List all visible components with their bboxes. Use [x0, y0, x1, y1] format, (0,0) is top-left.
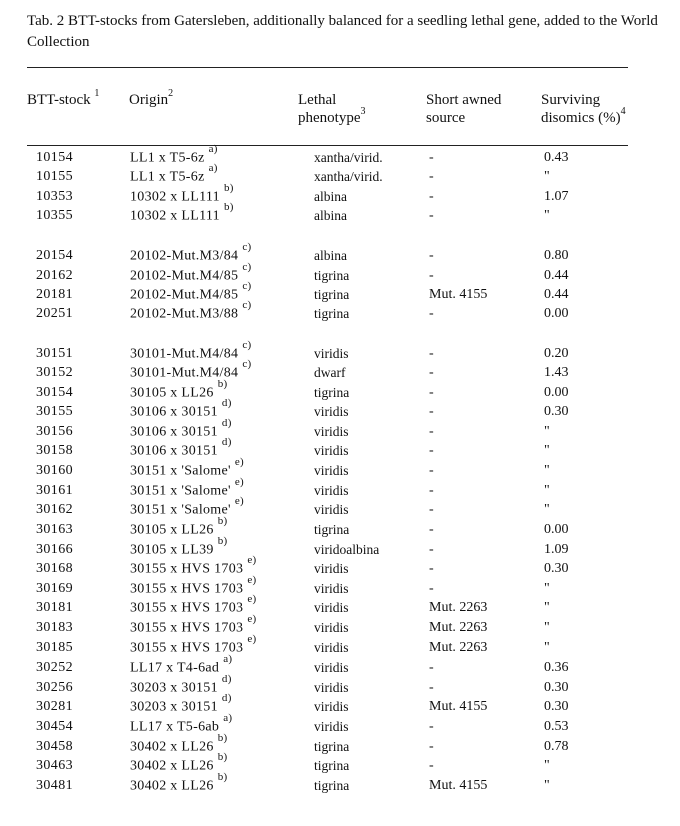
cell-btt-stock: 30168 — [36, 561, 73, 576]
cell-origin-text: LL1 x T5-6z — [130, 169, 205, 185]
cell-origin-text: 20102-Mut.M4/85 — [130, 287, 239, 303]
cell-origin-text: 20102-Mut.M3/88 — [130, 306, 239, 322]
table-row — [0, 358, 680, 382]
cell-short-awned-source: - — [429, 463, 434, 478]
cell-short-awned-source: - — [429, 660, 434, 675]
cell-origin — [130, 574, 257, 599]
cell-surviving-disomics: " — [544, 483, 550, 498]
cell-surviving-disomics: 0.20 — [544, 346, 569, 361]
cell-surviving-disomics: 0.30 — [544, 680, 569, 695]
table-row — [0, 732, 680, 756]
header-lethal-line2: phenotype — [298, 110, 361, 126]
cell-short-awned-source: - — [429, 502, 434, 517]
cell-origin-note: e) — [234, 476, 244, 488]
cell-surviving-disomics: " — [544, 424, 550, 439]
cell-lethal-phenotype: viridis — [314, 699, 349, 714]
table-row — [0, 712, 680, 736]
cell-lethal-phenotype: dwarf — [314, 365, 346, 380]
cell-origin — [130, 162, 218, 187]
cell-origin-note: d) — [221, 692, 232, 704]
cell-short-awned-source: Mut. 4155 — [429, 778, 488, 793]
cell-origin — [130, 653, 233, 678]
cell-surviving-disomics: 0.78 — [544, 739, 569, 754]
cell-origin-text: LL17 x T4-6ad — [130, 660, 220, 676]
cell-origin-note: c) — [242, 241, 252, 253]
table-row — [0, 201, 680, 225]
cell-surviving-disomics: 0.00 — [544, 385, 569, 400]
cell-surviving-disomics: " — [544, 640, 550, 655]
cell-short-awned-source: - — [429, 169, 434, 184]
cell-btt-stock: 20181 — [36, 287, 73, 302]
cell-surviving-disomics: " — [544, 443, 550, 458]
cell-lethal-phenotype: viridis — [314, 346, 349, 361]
cell-surviving-disomics: 0.53 — [544, 719, 569, 734]
table-row — [0, 692, 680, 716]
cell-lethal-phenotype: tigrina — [314, 778, 350, 793]
header-awn-line1: Short awned — [426, 92, 502, 108]
cell-lethal-phenotype: viridis — [314, 719, 349, 734]
cell-lethal-phenotype: tigrina — [314, 385, 350, 400]
cell-origin-note: b) — [217, 515, 228, 527]
cell-lethal-phenotype: tigrina — [314, 306, 350, 321]
cell-surviving-disomics: 0.80 — [544, 248, 569, 263]
cell-origin — [130, 535, 228, 560]
cell-btt-stock: 30163 — [36, 522, 73, 537]
cell-origin-text: LL1 x T5-6z — [130, 150, 205, 166]
cell-origin — [130, 476, 244, 501]
cell-btt-stock: 30162 — [36, 502, 73, 517]
cell-origin-text: 30106 x 30151 — [130, 404, 218, 420]
cell-surviving-disomics: " — [544, 169, 550, 184]
cell-short-awned-source: - — [429, 739, 434, 754]
cell-origin — [130, 732, 228, 757]
cell-btt-stock: 30481 — [36, 778, 73, 793]
cell-short-awned-source: - — [429, 424, 434, 439]
cell-surviving-disomics: 0.36 — [544, 660, 569, 675]
table-row — [0, 554, 680, 578]
cell-surviving-disomics: 0.44 — [544, 268, 569, 283]
cell-surviving-disomics: " — [544, 620, 550, 635]
cell-short-awned-source: Mut. 4155 — [429, 699, 488, 714]
cell-btt-stock: 30252 — [36, 660, 73, 675]
cell-btt-stock: 10154 — [36, 150, 73, 165]
cell-origin-note: a) — [208, 162, 218, 174]
cell-lethal-phenotype: viridis — [314, 581, 349, 596]
cell-origin-note: b) — [223, 182, 234, 194]
cell-short-awned-source: - — [429, 443, 434, 458]
cell-lethal-phenotype: viridis — [314, 502, 349, 517]
cell-origin — [130, 692, 232, 717]
table-row — [0, 143, 680, 167]
cell-origin — [130, 593, 257, 618]
cell-origin — [130, 771, 228, 796]
table-row — [0, 162, 680, 186]
cell-short-awned-source: - — [429, 542, 434, 557]
cell-lethal-phenotype: viridis — [314, 660, 349, 675]
cell-btt-stock: 20162 — [36, 268, 73, 283]
cell-short-awned-source: - — [429, 150, 434, 165]
cell-origin-text: 20102-Mut.M3/84 — [130, 248, 239, 264]
cell-lethal-phenotype: viridis — [314, 483, 349, 498]
header-surv-line1: Surviving — [541, 92, 601, 108]
cell-surviving-disomics: " — [544, 502, 550, 517]
cell-lethal-phenotype: tigrina — [314, 522, 350, 537]
cell-surviving-disomics: 0.00 — [544, 306, 569, 321]
cell-origin-text: 30155 x HVS 1703 — [130, 620, 244, 636]
cell-surviving-disomics: " — [544, 600, 550, 615]
cell-origin-note: e) — [234, 495, 244, 507]
cell-surviving-disomics: 1.09 — [544, 542, 569, 557]
cell-short-awned-source: - — [429, 306, 434, 321]
cell-short-awned-source: - — [429, 365, 434, 380]
cell-origin-note: d) — [221, 673, 232, 685]
cell-surviving-disomics: 0.44 — [544, 287, 569, 302]
cell-btt-stock: 30154 — [36, 385, 73, 400]
cell-origin-text: 30101-Mut.M4/84 — [130, 346, 239, 362]
cell-origin — [130, 397, 232, 422]
cell-origin-text: 10302 x LL111 — [130, 189, 220, 205]
cell-short-awned-source: - — [429, 561, 434, 576]
cell-origin-text: 30402 x LL26 — [130, 758, 214, 774]
cell-origin-note: e) — [247, 554, 257, 566]
header-surv-line2: disomics (%) — [541, 110, 621, 126]
cell-btt-stock: 30151 — [36, 346, 73, 361]
cell-origin — [130, 633, 257, 658]
cell-lethal-phenotype: viridis — [314, 561, 349, 576]
cell-origin — [130, 613, 257, 638]
cell-origin-text: 20102-Mut.M4/85 — [130, 268, 239, 284]
cell-lethal-phenotype: xantha/virid. — [314, 169, 383, 184]
cell-origin-note: a) — [208, 143, 218, 155]
table-row — [0, 436, 680, 460]
cell-origin — [130, 554, 257, 579]
cell-btt-stock: 30183 — [36, 620, 73, 635]
table-row — [0, 476, 680, 500]
cell-origin-note: e) — [247, 593, 257, 605]
cell-short-awned-source: Mut. 2263 — [429, 600, 488, 615]
cell-btt-stock: 20154 — [36, 248, 73, 263]
cell-origin-text: 30402 x LL26 — [130, 778, 214, 794]
cell-surviving-disomics: 0.30 — [544, 699, 569, 714]
cell-btt-stock: 30152 — [36, 365, 73, 380]
cell-lethal-phenotype: viridoalbina — [314, 542, 380, 557]
table-row — [0, 182, 680, 206]
cell-origin-text: 10302 x LL111 — [130, 208, 220, 224]
cell-btt-stock: 10155 — [36, 169, 73, 184]
cell-origin-text: 30105 x LL26 — [130, 385, 214, 401]
table-row — [0, 771, 680, 795]
table-row — [0, 673, 680, 697]
cell-short-awned-source: - — [429, 483, 434, 498]
cell-surviving-disomics: 0.43 — [544, 150, 569, 165]
cell-origin-text: 30203 x 30151 — [130, 680, 218, 696]
table-row — [0, 456, 680, 480]
cell-surviving-disomics: 0.00 — [544, 522, 569, 537]
table-row — [0, 515, 680, 539]
cell-surviving-disomics: " — [544, 463, 550, 478]
cell-origin-note: a) — [223, 712, 233, 724]
table-row — [0, 299, 680, 323]
cell-short-awned-source: - — [429, 581, 434, 596]
cell-short-awned-source: - — [429, 268, 434, 283]
cell-lethal-phenotype: albina — [314, 248, 347, 263]
cell-surviving-disomics: 0.30 — [544, 404, 569, 419]
table-row — [0, 495, 680, 519]
cell-origin — [130, 143, 218, 168]
table-caption: Tab. 2 BTT-stocks from Gatersleben, additionally balanced for a seedling lethal gene, added to the World Collection — [27, 13, 658, 50]
table-row — [0, 593, 680, 617]
cell-surviving-disomics: 0.30 — [544, 561, 569, 576]
cell-btt-stock: 10353 — [36, 189, 73, 204]
cell-origin-text: 30105 x LL39 — [130, 542, 214, 558]
cell-origin-note: c) — [242, 358, 252, 370]
cell-btt-stock: 20251 — [36, 306, 73, 321]
cell-origin-text: 30105 x LL26 — [130, 522, 214, 538]
cell-origin — [130, 280, 252, 305]
cell-lethal-phenotype: viridis — [314, 640, 349, 655]
cell-btt-stock: 30156 — [36, 424, 73, 439]
cell-btt-stock: 30256 — [36, 680, 73, 695]
cell-short-awned-source: - — [429, 522, 434, 537]
cell-origin — [130, 339, 252, 364]
cell-origin — [130, 417, 232, 442]
cell-origin — [130, 712, 233, 737]
table-row — [0, 241, 680, 265]
header-awn-line2: source — [426, 110, 466, 126]
table-row — [0, 751, 680, 775]
cell-origin-text: LL17 x T5-6ab — [130, 719, 220, 735]
cell-origin-note: e) — [247, 613, 257, 625]
cell-origin-text: 30155 x HVS 1703 — [130, 600, 244, 616]
cell-origin-note: e) — [247, 574, 257, 586]
cell-lethal-phenotype: albina — [314, 189, 347, 204]
cell-origin-note: b) — [217, 378, 228, 390]
cell-btt-stock: 30155 — [36, 404, 73, 419]
cell-origin-note: d) — [221, 417, 232, 429]
cell-btt-stock: 30281 — [36, 699, 73, 714]
footnote-mark-4: 4 — [620, 106, 626, 117]
cell-short-awned-source: Mut. 4155 — [429, 287, 488, 302]
header-btt-stock-label: BTT-stock — [27, 92, 91, 108]
header-origin-label: Origin — [129, 92, 169, 108]
cell-btt-stock: 30161 — [36, 483, 73, 498]
table-row — [0, 339, 680, 363]
cell-origin — [130, 201, 234, 226]
cell-btt-stock: 30169 — [36, 581, 73, 596]
cell-origin — [130, 515, 228, 540]
cell-origin-note: c) — [242, 339, 252, 351]
cell-origin-text: 30151 x 'Salome' — [130, 483, 231, 499]
cell-origin-text: 30101-Mut.M4/84 — [130, 365, 239, 381]
cell-surviving-disomics: 1.07 — [544, 189, 569, 204]
cell-origin-text: 30106 x 30151 — [130, 443, 218, 459]
cell-origin-note: c) — [242, 261, 252, 273]
cell-short-awned-source: - — [429, 385, 434, 400]
cell-short-awned-source: - — [429, 404, 434, 419]
cell-short-awned-source: Mut. 2263 — [429, 620, 488, 635]
table-row — [0, 653, 680, 677]
footnote-mark-2: 2 — [168, 88, 174, 99]
cell-btt-stock: 30181 — [36, 600, 73, 615]
table-row — [0, 417, 680, 441]
cell-origin — [130, 751, 228, 776]
cell-short-awned-source: Mut. 2263 — [429, 640, 488, 655]
cell-short-awned-source: - — [429, 758, 434, 773]
cell-origin-note: b) — [223, 201, 234, 213]
cell-origin — [130, 299, 252, 324]
table-row — [0, 613, 680, 637]
cell-origin-note: b) — [217, 535, 228, 547]
cell-short-awned-source: - — [429, 346, 434, 361]
cell-origin — [130, 456, 244, 481]
cell-lethal-phenotype: tigrina — [314, 758, 350, 773]
cell-origin-note: e) — [247, 633, 257, 645]
cell-origin-note: b) — [217, 771, 228, 783]
cell-btt-stock: 30463 — [36, 758, 73, 773]
cell-lethal-phenotype: albina — [314, 208, 347, 223]
table-row — [0, 378, 680, 402]
cell-surviving-disomics: " — [544, 581, 550, 596]
cell-origin-text: 30151 x 'Salome' — [130, 463, 231, 479]
cell-short-awned-source: - — [429, 719, 434, 734]
cell-lethal-phenotype: tigrina — [314, 268, 350, 283]
cell-short-awned-source: - — [429, 248, 434, 263]
cell-btt-stock: 30160 — [36, 463, 73, 478]
cell-btt-stock: 10355 — [36, 208, 73, 223]
header-lethal-line1: Lethal — [298, 92, 337, 108]
cell-short-awned-source: - — [429, 189, 434, 204]
cell-surviving-disomics: 1.43 — [544, 365, 569, 380]
cell-lethal-phenotype: viridis — [314, 463, 349, 478]
table-row — [0, 280, 680, 304]
cell-origin-text: 30402 x LL26 — [130, 739, 214, 755]
cell-origin-note: a) — [223, 653, 233, 665]
cell-origin — [130, 241, 252, 266]
footnote-mark-3: 3 — [360, 106, 366, 117]
table-row — [0, 397, 680, 421]
cell-origin-note: c) — [242, 280, 252, 292]
cell-origin-note: d) — [221, 397, 232, 409]
cell-origin-note: b) — [217, 751, 228, 763]
cell-btt-stock: 30158 — [36, 443, 73, 458]
cell-origin-text: 30151 x 'Salome' — [130, 502, 231, 518]
cell-origin-note: b) — [217, 732, 228, 744]
cell-origin-text: 30155 x HVS 1703 — [130, 561, 244, 577]
cell-lethal-phenotype: viridis — [314, 620, 349, 635]
table-row — [0, 574, 680, 598]
cell-origin — [130, 673, 232, 698]
cell-lethal-phenotype: viridis — [314, 404, 349, 419]
cell-origin-note: d) — [221, 436, 232, 448]
cell-origin-note: e) — [234, 456, 244, 468]
cell-lethal-phenotype: viridis — [314, 443, 349, 458]
cell-origin — [130, 436, 232, 461]
cell-origin-text: 30203 x 30151 — [130, 699, 218, 715]
cell-surviving-disomics: " — [544, 778, 550, 793]
cell-lethal-phenotype: viridis — [314, 600, 349, 615]
table-row — [0, 261, 680, 285]
cell-btt-stock: 30166 — [36, 542, 73, 557]
cell-origin — [130, 182, 234, 207]
cell-lethal-phenotype: xantha/virid. — [314, 150, 383, 165]
table-row — [0, 633, 680, 657]
cell-lethal-phenotype: viridis — [314, 424, 349, 439]
cell-origin-text: 30155 x HVS 1703 — [130, 640, 244, 656]
cell-lethal-phenotype: tigrina — [314, 739, 350, 754]
cell-btt-stock: 30454 — [36, 719, 73, 734]
cell-short-awned-source: - — [429, 680, 434, 695]
cell-origin-note: c) — [242, 299, 252, 311]
cell-origin-text: 30106 x 30151 — [130, 424, 218, 440]
cell-lethal-phenotype: viridis — [314, 680, 349, 695]
cell-origin — [130, 378, 228, 403]
cell-btt-stock: 30458 — [36, 739, 73, 754]
cell-lethal-phenotype: tigrina — [314, 287, 350, 302]
cell-btt-stock: 30185 — [36, 640, 73, 655]
cell-surviving-disomics: " — [544, 208, 550, 223]
cell-short-awned-source: - — [429, 208, 434, 223]
cell-origin-text: 30155 x HVS 1703 — [130, 581, 244, 597]
cell-surviving-disomics: " — [544, 758, 550, 773]
table-row — [0, 535, 680, 559]
footnote-mark-1: 1 — [94, 88, 100, 99]
cell-origin — [130, 358, 252, 383]
cell-origin — [130, 261, 252, 286]
